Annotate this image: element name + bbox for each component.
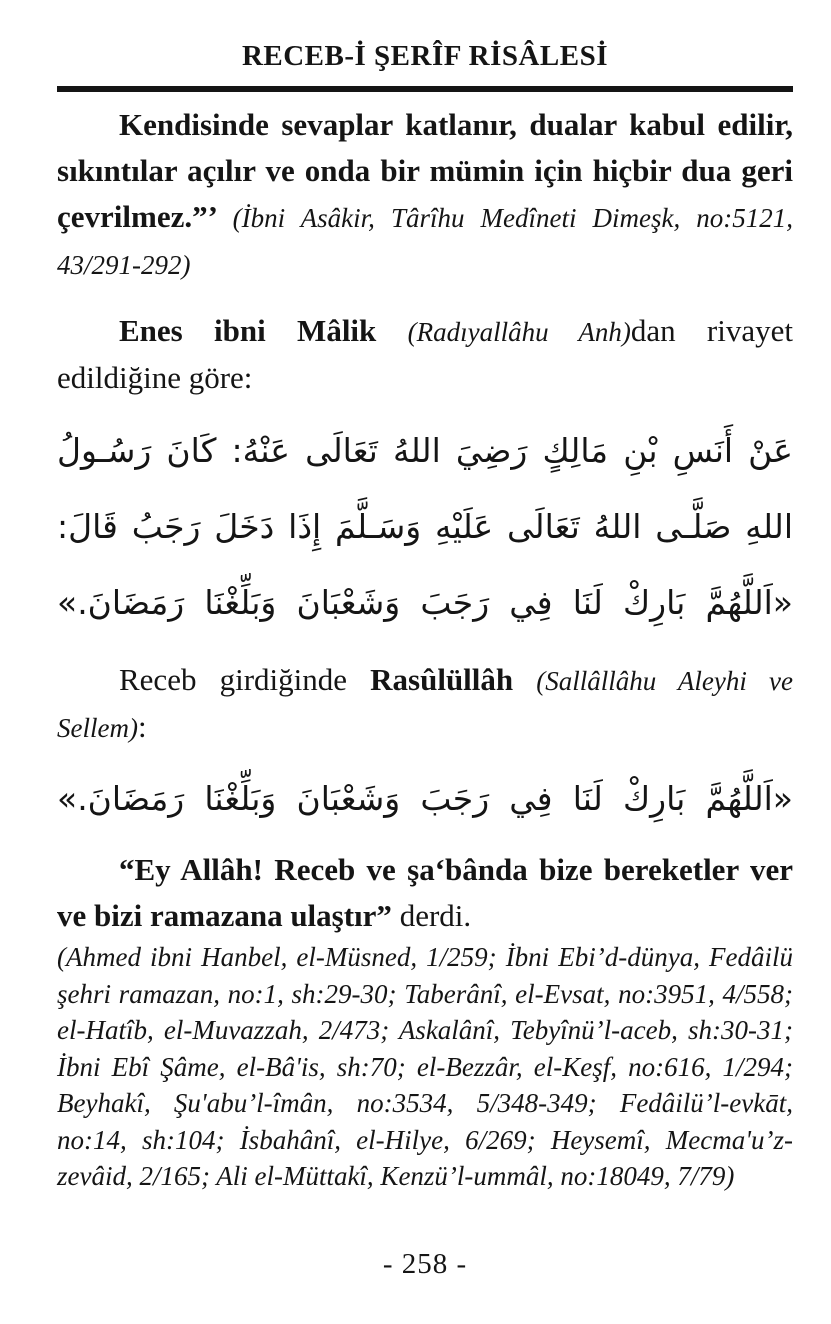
- page-header: [57, 40, 793, 92]
- paragraph-narrator: [57, 308, 793, 401]
- arabic-dua-line: «اَللَّهُمَّ بَارِكْ لَنَا فِي رَجَبَ وَشَعْبَانَ وَبَلِّغْنَا رَمَضَانَ.»: [57, 779, 793, 818]
- narrator-honorific: (Radıyallâhu Anh): [407, 317, 631, 347]
- arabic-hadith-line-1: عَنْ أَنَسِ بْنِ مَالِكٍ رَضِيَ اللهُ تَعَالَى عَنْهُ: كَانَ رَسُـولُ: [57, 431, 793, 470]
- receb-intro-colon: :: [137, 709, 147, 744]
- page-body: [57, 102, 793, 1195]
- arabic-hadith-block: [57, 413, 793, 641]
- running-head-title: RECEB-İ ŞERÎF RİSÂLESİ: [241, 40, 609, 72]
- receb-intro-bold-name: Rasûlüllâh: [370, 662, 537, 697]
- dua-translation-bold: “Ey Allâh! Receb ve şaʻbânda bize bereketler ver ve bizi ramazana ulaştır”: [57, 852, 793, 933]
- arabic-hadith-line-2: اللهِ صَلَّـى اللهُ تَعَالَى عَلَيْهِ وَسَـلَّمَ إِذَا دَخَلَ رَجَبُ قَالَ:: [57, 507, 793, 546]
- arabic-hadith-line-3: «اَللَّهُمَّ بَارِكْ لَنَا فِي رَجَبَ وَشَعْبَانَ وَبَلِّغْنَا رَمَضَانَ.»: [57, 583, 793, 622]
- paragraph-receb-intro: [57, 657, 793, 751]
- source-citation-text: (Ahmed ibni Hanbel, el-Müsned, 1/259; İbni Ebi’d-dünya, Fedâilü şehri ramazan, no:1, sh:29-30; Taberânî, el-Evsat, no:3951, 4/558; el-Hatîb, el-Muvazzah, 2/473; Askalânî, Tebyînü’l-aceb, sh:30-31; İbni Ebî Şâme, el-Bâ'is, sh:70; el-Bezzâr, el-Keşf, no:616, 1/294; Beyhakî, Şu'abu’l-îmân, no:3534, 5/348-349; Fedâilü’l-evkāt, no:14, sh:104; İsbahânî, el-Hilye, 6/269; Heysemî, Mecma'u’z-zevâid, 2/165; Ali el-Müttakî, Kenzü’l-ummâl, no:18049, 7/79): [57, 942, 793, 1191]
- paragraph-source-citation: [57, 939, 793, 1195]
- paragraph-dua-translation: [57, 847, 793, 939]
- hadith-source-citation: (İbni Asâkir, Târîhu Medîneti Dimeşk, no:5121, 43/291-292): [57, 203, 793, 280]
- page-number: - 258 -: [382, 1248, 468, 1280]
- header-rule: [57, 86, 793, 92]
- paragraph-hadith-translation: [57, 102, 793, 288]
- narrator-name-bold: Enes ibni Mâlik: [119, 313, 408, 348]
- receb-intro-lead: Receb girdiğinde: [119, 662, 371, 697]
- narrator-rest-text: dan rivayet edildiğine göre:: [57, 313, 794, 395]
- arabic-dua-block: [57, 761, 793, 837]
- hadith-translation-bold: Kendisinde sevaplar katlanır, dualar kabul edilir, sıkıntılar açılır ve onda bir mümin için hiçbir dua geri çevrilmez.”’: [57, 107, 793, 234]
- receb-intro-honorific: (Sallâllâhu Aleyhi ve Sellem): [57, 666, 793, 743]
- dua-translation-rest: derdi.: [391, 898, 472, 933]
